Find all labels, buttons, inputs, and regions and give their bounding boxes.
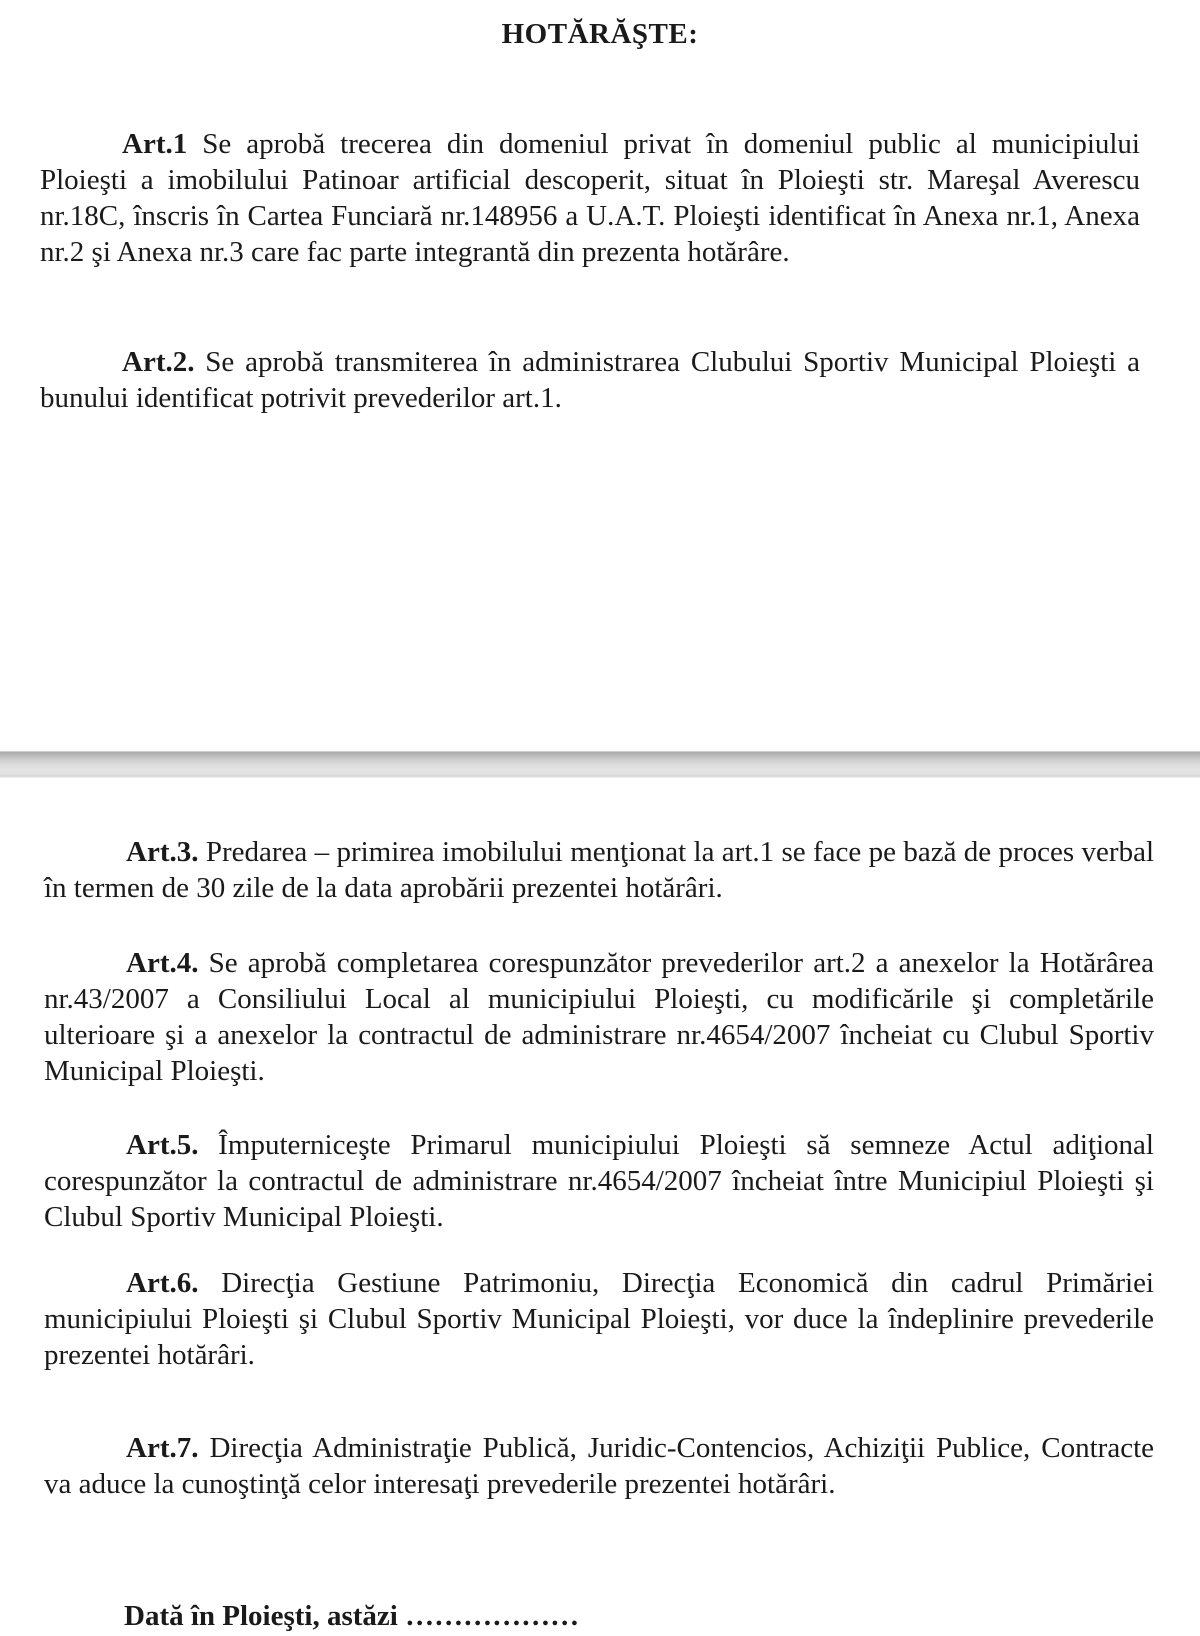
article-6 [44,1265,1154,1373]
article-text: Se aprobă trecerea din domeniul privat în domeniul public al municipiului Ploieşti a imobilului Patinoar artificial descoperit, situat în Ploieşti str. Mareşal Averescu nr.18C, înscris în Cartea Funciară nr.148956 a U.A.T. Ploieşti identificat în Anexa nr.1, Anexa nr.2 şi Anexa nr.3 care fac parte integrantă din prezenta hotărâre. [40,128,1140,268]
article-text: Se aprobă transmiterea în administrarea Clubului Sportiv Municipal Ploieşti a bunului identificat potrivit prevederilor art.1. [40,346,1140,414]
article-text: Împuterniceşte Primarul municipiului Ploieşti să semneze Actul adiţional corespunzător la contractul de administrare nr.4654/2007 încheiat între Municipiul Ploieşti şi Clubul Sportiv Municipal Ploieşti. [44,1129,1154,1233]
article-7 [44,1430,1154,1502]
article-text: Direcţia Administraţie Publică, Juridic-Contencios, Achiziţii Publice, Contracte va aduce la cunoştinţă celor interesaţi prevederile prezentei hotărâri. [44,1432,1154,1500]
decision-heading: HOTĂRĂŞTE: [501,18,699,50]
article-3 [44,834,1154,906]
article-5 [44,1127,1154,1235]
article-text: Direcţia Gestiune Patrimoniu, Direcţia Economică din cadrul Primăriei municipiului Ploieşti şi Clubul Sportiv Municipal Ploieşti, vor duce la îndeplinire prevederile prezentei hotărâri. [44,1267,1154,1371]
article-label: Art.7. [126,1432,199,1464]
document-page-1 [0,0,1200,751]
article-label: Art.6. [126,1267,199,1299]
page-separator [0,751,1200,778]
article-text: Se aprobă completarea corespunzător prevederilor art.2 a anexelor la Hotărârea nr.43/2007 a Consiliului Local al municipiului Ploieşti, cu modificările şi completările ulterioare şi a anexelor la contractul de administrare nr.4654/2007 încheiat cu Clubul Sportiv Municipal Ploieşti. [44,947,1154,1087]
article-label: Art.5. [126,1129,199,1161]
article-label: Art.1 [122,128,188,160]
article-label: Art.4. [126,947,199,979]
article-2 [40,344,1140,416]
article-label: Art.2. [122,346,195,378]
article-label: Art.3. [126,836,199,868]
article-1 [40,126,1140,270]
date-line: Dată în Ploieşti, astăzi ……………… [124,1600,580,1632]
article-4 [44,945,1154,1089]
article-text: Predarea – primirea imobilului menţionat la art.1 se face pe bază de proces verbal în termen de 30 zile de la data aprobării prezentei hotărâri. [44,836,1154,904]
